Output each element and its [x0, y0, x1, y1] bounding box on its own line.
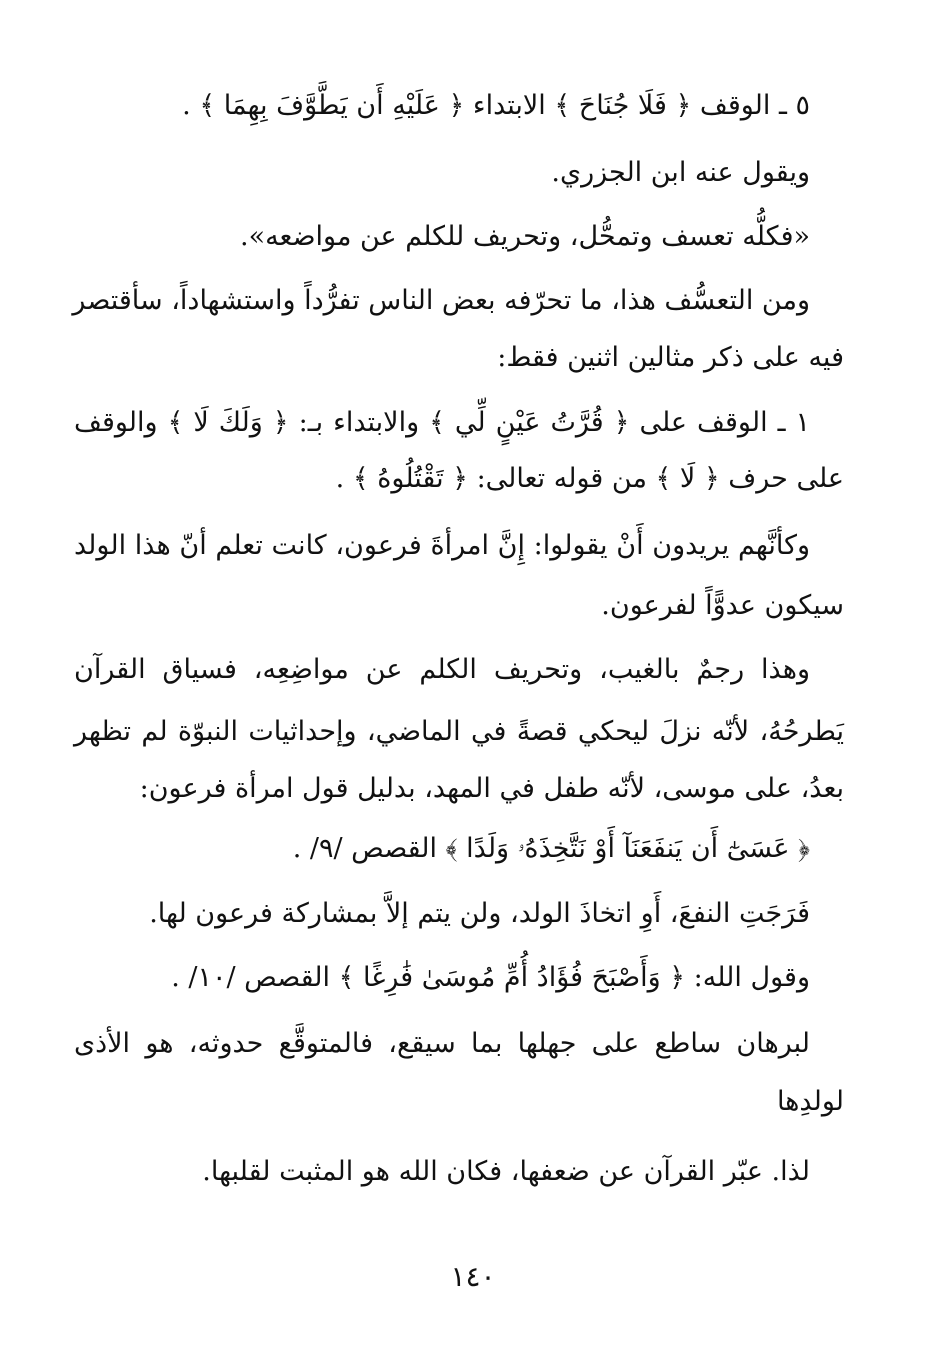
text-line-5: فيه على ذكر مثالين اثنين فقط:: [497, 342, 844, 373]
text-line-1: ٥ ـ الوقف ﴿ فَلَا جُنَاحَ ﴾ الابتداء ﴿ عَلَيْهِ أَن يَطَّوَّفَ بِهِمَا ﴾ .: [182, 90, 810, 121]
text-line-9: سيكون عدوًّاً لفرعون.: [601, 590, 844, 621]
text-line-14: فَرَجَتِ النفعَ، أَوِ اتخاذَ الولد، ولن يتم إلاَّ بمشاركة فرعون لها.: [149, 898, 810, 929]
text-line-7: على حرف ﴿ لَا ﴾ من قوله تعالى: ﴿ تَقْتُلُوهُ ﴾ .: [335, 463, 844, 494]
text-line-4: ومن التعسُّف هذا، ما تحرّفه بعض الناس تفرُّداً واستشهاداً، سأقتصر: [72, 285, 810, 316]
text-line-18: لذا. عبّر القرآن عن ضعفها، فكان الله هو المثبت لقلبها.: [202, 1156, 810, 1187]
text-line-12: بعدُ، على موسى، لأنّه طفل في المهد، بدليل قول امرأة فرعون:: [139, 773, 844, 804]
quran-verse-line-2: وقول الله: ﴿ وَأَصْبَحَ فُؤَادُ أُمِّ مُوسَىٰ فَٰرِغًا ﴾ القصص /١٠/ .: [171, 962, 810, 993]
quran-verse-line: ﴿ عَسَىٰٓ أَن يَنفَعَنَآ أَوْ نَتَّخِذَهُۥ وَلَدًا ﴾ القصص /٩/ .: [292, 833, 810, 864]
text-line-6: ١ ـ الوقف على ﴿ قُرَّتُ عَيْنٍ لِّي ﴾ والابتداء بـ: ﴿ وَلَكَ لَا ﴾ والوقف: [74, 407, 810, 438]
text-line-8: وكأنَّهم يريدون أَنْ يقولوا: إِنَّ امرأةَ فرعون، كانت تعلم أنّ هذا الولد: [74, 530, 810, 561]
text-line-11: يَطرحُهُ، لأنّه نزلَ ليحكي قصةً في الماضي، وإحداثيات النبوّة لم تظهر: [74, 716, 844, 747]
text-line-17: لولدِها: [776, 1086, 844, 1117]
page-number: ١٤٠: [450, 1260, 496, 1293]
text-line-2: ويقول عنه ابن الجزري.: [551, 157, 810, 188]
text-line-10: وهذا رجمٌ بالغيب، وتحريف الكلم عن مواضِعِه، فسياق القرآن: [74, 654, 810, 685]
text-line-3: «فكلُّه تعسف وتمحُّل، وتحريف للكلم عن مواضعه».: [239, 221, 810, 252]
text-line-16: لبرهان ساطع على جهلها بما سيقع، فالمتوقَّع حدوثه، هو الأذى: [74, 1028, 810, 1059]
